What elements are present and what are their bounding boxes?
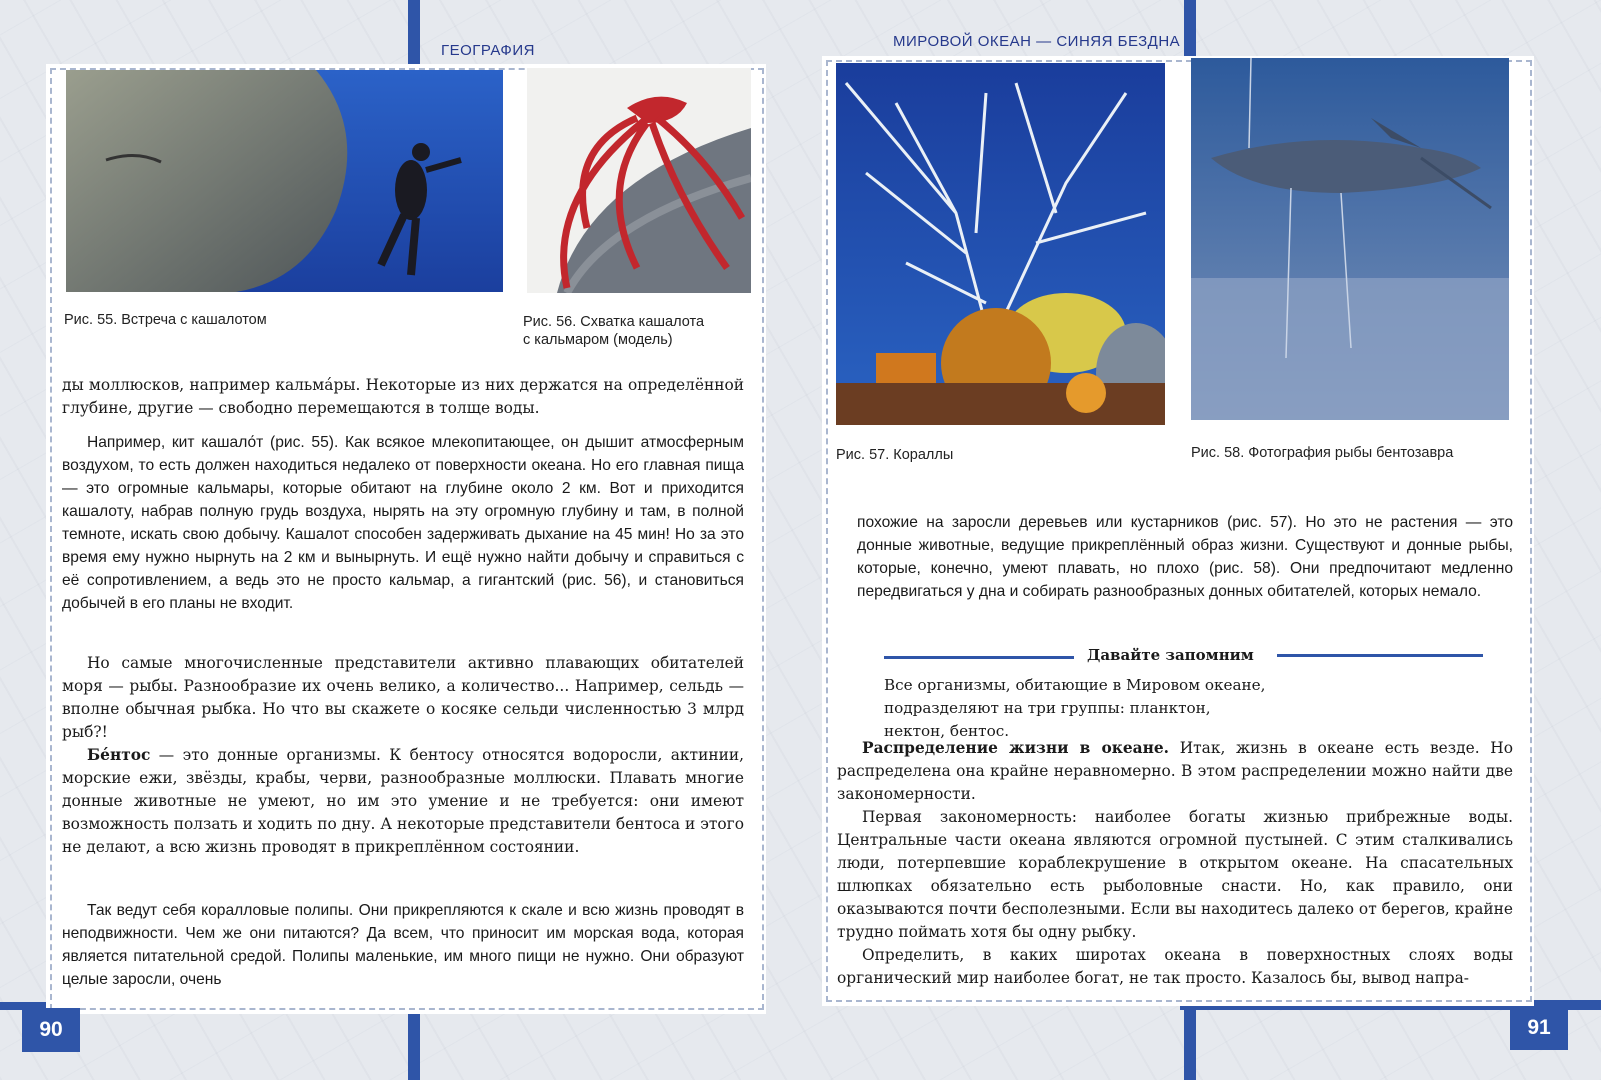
figure-57-photo: [836, 63, 1165, 425]
section-intro: Итак, жизнь в океане есть везде. Но распределена она крайне неравномерно. В этом распределении можно найти две закономерности.: [837, 739, 1513, 803]
figure-58-photo: [1191, 58, 1509, 420]
figure-55-caption: Рис. 55. Встреча с кашалотом: [64, 312, 267, 328]
left-paragraph-1: ды моллюсков, например кальмáры. Некоторые из них держатся на определённой глубине, другие — свободно перемещаются в толще воды.: [62, 376, 744, 417]
remember-text: Все организмы, обитающие в Мировом океане, подразделяют на три группы: планктон, нектон, бентос.: [884, 676, 1266, 740]
left-text-block-4: [62, 899, 744, 991]
section-title: Распределение жизни в океане.: [862, 739, 1170, 757]
page-number-left: 90: [22, 1008, 80, 1052]
left-paragraph-2: Например, кит кашало́т (рис. 55). Как всякое млекопитающее, он дышит атмосферным воздухом, то есть должен находиться недалеко от поверхности океана. Но его главная пища — это огромные кальмары, которые обитают на глубине около 2 км. Вот и приходится кашалоту, набрав полную грудь воздуха, нырять на эту огромную глубину и там, в полной темноте, искать свою добычу. Кашалот способен задерживать дыхание на 45 мин! Но за это время ему нужно нырнуть на 2 км и вынырнуть. И ещё нужно найти добычу и справиться с её сопротивлением, а ведь это не просто кальмар, а гигантский (рис. 56), и становиться добычей в его планы не входит.: [62, 434, 744, 612]
left-paragraph-3: Но самые многочисленные представители активно плавающих обитателей моря — рыбы. Разнообразие их очень велико, а количество... Например, сельдь — вполне обычная рыбка. Но что вы скажете о косяке сельди численностью 3 млрд рыб?!: [62, 654, 744, 741]
figure-55-photo: [66, 70, 503, 292]
figure-58-caption: Рис. 58. Фотография рыбы бентозавра: [1191, 445, 1454, 461]
running-header-left: ГЕОГРАФИЯ: [441, 42, 535, 59]
right-paragraph-1: похожие на заросли деревьев или кустарников (рис. 57). Но это не растения — это донные животные, ведущие прикреплённый образ жизни. Существуют и донные рыбы, которые, конечно, умеют плавать, но плохо (рис. 58). Они предпочитают медленно передвигаться у дна и собирать разнообразных донных обитателей, которых немало.: [857, 514, 1513, 600]
right-paragraph-3: Первая закономерность: наиболее богаты жизнью прибрежные воды. Центральные части океана являются огромной пустыней. С этим сталкивались люди, потерпевшие кораблекрушение в открытом океане. На спасательных шлюпках обязательно есть рыболовные снасти. Но, как правило, они оказываются почти бесполезными. Если вы находитесь далеко от берегов, крайне трудно поймать хотя бы одну рыбку.: [837, 808, 1513, 941]
benthos-term: Бе́нтос: [87, 746, 151, 764]
remember-rule-right: [1277, 654, 1483, 657]
remember-rule-left: [884, 656, 1074, 659]
page-number-right: 91: [1510, 1006, 1568, 1050]
remember-title: Давайте запомним: [1087, 646, 1254, 664]
left-text-block-1: [62, 374, 744, 420]
right-text-block-1: [857, 511, 1513, 603]
figure-56-caption-line-1: Рис. 56. Схватка кашалота: [523, 314, 705, 330]
left-paragraph-5: Так ведут себя коралловые полипы. Они прикрепляются к скале и всю жизнь проводят в неподвижности. Чем же они питаются? Да всем, что приносит им морская вода, которая является питательной средой. Полипы маленькие, им много пищи не нужно. Они образуют целые заросли, очень: [62, 902, 744, 988]
figure-56-caption-line-2: с кальмаром (модель): [523, 332, 673, 348]
figure-57-caption: Рис. 57. Кораллы: [836, 447, 954, 463]
left-paragraph-4: [62, 744, 744, 859]
figure-56-photo: [527, 68, 751, 293]
benthos-text: — это донные организмы. К бентосу относятся водоросли, актинии, морские ежи, звёзды, крабы, черви, разнообразные моллюски. Плавать многие донные животные не умеют, но им это умение и не требуется: они имеют возможность ползать и ходить по дну. А некоторые представители бентоса и этого не делают, а всю жизнь проводят в прикреплённом состоянии.: [62, 746, 744, 856]
right-paragraph-4: Определить, в каких широтах океана в поверхностных слоях воды органический мир наиболее богат, не так просто. Казалось бы, вывод напра-: [837, 946, 1513, 987]
left-text-block-2: [62, 431, 744, 615]
right-text-block-2: [837, 737, 1513, 990]
running-header-right: МИРОВОЙ ОКЕАН — СИНЯЯ БЕЗДНА: [893, 33, 1181, 50]
right-paragraph-2: [837, 737, 1513, 806]
left-text-block-3: [62, 652, 744, 859]
